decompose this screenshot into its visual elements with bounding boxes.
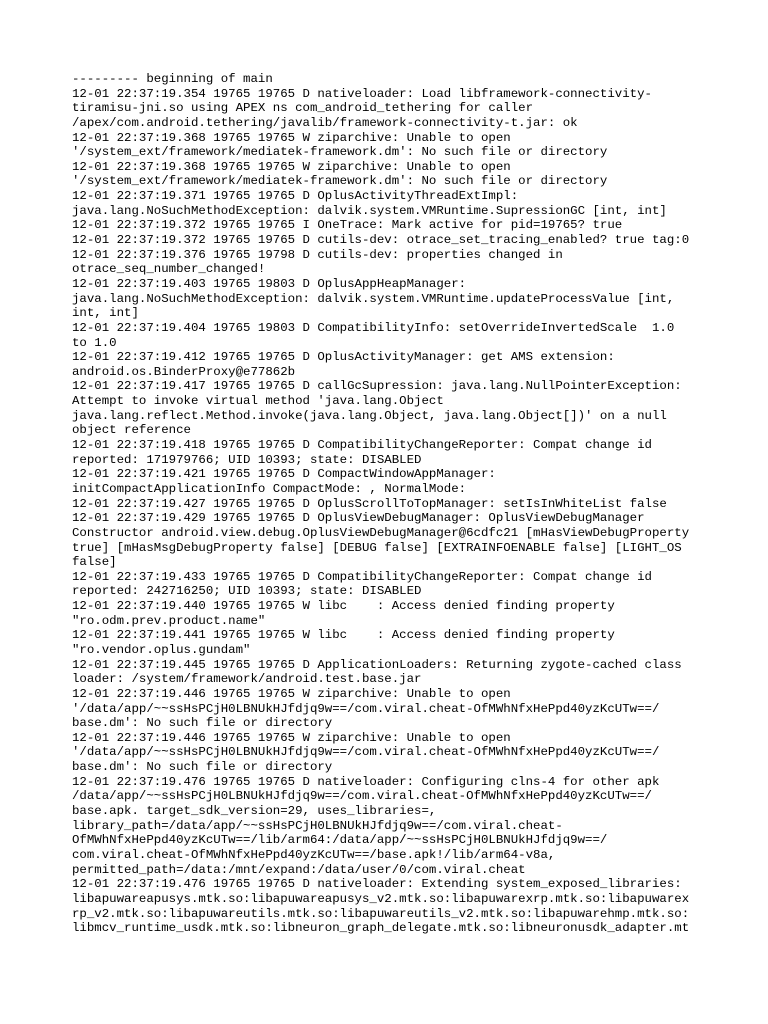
log-line: '/data/app/~~ssHsPCjH0LBNUkHJfdjq9w==/com.viral.cheat-OfMWhNfxHePpd40yzKcUTw==/ xyxy=(72,745,660,760)
log-line: "ro.odm.prev.product.name" xyxy=(72,613,266,628)
log-line: library_path=/data/app/~~ssHsPCjH0LBNUkHJfdjq9w==/com.viral.cheat- xyxy=(72,818,563,833)
log-line: 12-01 22:37:19.427 19765 19765 D OplusScrollToTopManager: setIsInWhiteList false xyxy=(72,496,667,511)
log-line: 12-01 22:37:19.446 19765 19765 W ziparchive: Unable to open xyxy=(72,730,511,745)
log-line: 12-01 22:37:19.421 19765 19765 D CompactWindowAppManager: xyxy=(72,467,496,482)
log-line: --------- beginning of main xyxy=(72,72,273,86)
log-line: OfMWhNfxHePpd40yzKcUTw==/lib/arm64:/data/app/~~ssHsPCjH0LBNUkHJfdjq9w==/ xyxy=(72,833,608,848)
log-line: int, int] xyxy=(72,306,139,321)
log-line: 12-01 22:37:19.403 19765 19803 D OplusAppHeapManager: xyxy=(72,276,467,291)
log-line: true] [mHasMsgDebugProperty false] [DEBUG false] [EXTRAINFOENABLE false] [LIGHT_OS xyxy=(72,540,682,555)
log-line: initCompactApplicationInfo CompactMode: , NormalMode: xyxy=(72,481,467,496)
log-line: '/data/app/~~ssHsPCjH0LBNUkHJfdjq9w==/com.viral.cheat-OfMWhNfxHePpd40yzKcUTw==/ xyxy=(72,701,660,716)
log-line: reported: 171979766; UID 10393; state: DISABLED xyxy=(72,452,422,467)
log-line: rp_v2.mtk.so:libapuwareutils.mtk.so:libapuwareutils_v2.mtk.so:libapuwarehmp.mtk.so: xyxy=(72,906,690,921)
log-line: '/system_ext/framework/mediatek-framework.dm': No such file or directory xyxy=(72,145,608,160)
log-line: "ro.vendor.oplus.gundam" xyxy=(72,642,251,657)
log-line: 12-01 22:37:19.354 19765 19765 D nativeloader: Load libframework-connectivity- xyxy=(72,86,652,101)
log-line: reported: 242716250; UID 10393; state: DISABLED xyxy=(72,584,422,599)
log-line: object reference xyxy=(72,423,191,438)
log-line: libmcv_runtime_usdk.mtk.so:libneuron_graph_delegate.mtk.so:libneuronusdk_adapter.mt xyxy=(72,921,690,936)
log-line: 12-01 22:37:19.372 19765 19765 D cutils-dev: otrace_set_tracing_enabled? true tag:0 xyxy=(72,233,690,248)
log-line: 12-01 22:37:19.445 19765 19765 D ApplicationLoaders: Returning zygote-cached class xyxy=(72,657,682,672)
log-line: false] xyxy=(72,555,117,570)
log-line: 12-01 22:37:19.368 19765 19765 W ziparchive: Unable to open xyxy=(72,130,511,145)
log-line: 12-01 22:37:19.441 19765 19765 W libc : Access denied finding property xyxy=(72,628,615,643)
log-line: java.lang.reflect.Method.invoke(java.lang.Object, java.lang.Object[])' on a null xyxy=(72,408,667,423)
log-line: to 1.0 xyxy=(72,335,117,350)
log-line: 12-01 22:37:19.404 19765 19803 D CompatibilityInfo: setOverrideInvertedScale 1.0 xyxy=(72,320,675,335)
log-line: base.apk. target_sdk_version=29, uses_libraries=, xyxy=(72,804,437,819)
log-line: 12-01 22:37:19.417 19765 19765 D callGcSupression: java.lang.NullPointerException: xyxy=(72,379,682,394)
log-line: com.viral.cheat-OfMWhNfxHePpd40yzKcUTw==/base.apk!/lib/arm64-v8a, xyxy=(72,847,556,862)
log-line: libapuwareapusys.mtk.so:libapuwareapusys_v2.mtk.so:libapuwarexrp.mtk.so:libapuwarex xyxy=(72,891,690,906)
log-line: Attempt to invoke virtual method 'java.lang.Object xyxy=(72,394,444,409)
log-line: base.dm': No such file or directory xyxy=(72,716,333,731)
log-line: 12-01 22:37:19.476 19765 19765 D nativeloader: Extending system_exposed_libraries: xyxy=(72,877,682,892)
log-line: 12-01 22:37:19.372 19765 19765 I OneTrace: Mark active for pid=19765? true xyxy=(72,218,623,233)
log-line: 12-01 22:37:19.446 19765 19765 W ziparchive: Unable to open xyxy=(72,686,511,701)
log-document xyxy=(72,72,712,936)
log-line: 12-01 22:37:19.429 19765 19765 D OplusViewDebugManager: OplusViewDebugManager xyxy=(72,511,645,526)
log-line: 12-01 22:37:19.412 19765 19765 D OplusActivityManager: get AMS extension: xyxy=(72,350,615,365)
log-line: android.os.BinderProxy@e77862b xyxy=(72,364,296,379)
log-line: 12-01 22:37:19.371 19765 19765 D OplusActivityThreadExtImpl: xyxy=(72,189,519,204)
log-line: loader: /system/framework/android.test.base.jar xyxy=(72,672,422,687)
log-line: /apex/com.android.tethering/javalib/framework-connectivity-t.jar: ok xyxy=(72,115,578,130)
log-line: otrace_seq_number_changed! xyxy=(72,262,266,277)
log-line: java.lang.NoSuchMethodException: dalvik.system.VMRuntime.SupressionGC [int, int] xyxy=(72,203,667,218)
log-line: 12-01 22:37:19.418 19765 19765 D CompatibilityChangeReporter: Compat change id xyxy=(72,438,652,453)
log-line: permitted_path=/data:/mnt/expand:/data/user/0/com.viral.cheat xyxy=(72,862,526,877)
log-line: 12-01 22:37:19.368 19765 19765 W ziparchive: Unable to open xyxy=(72,159,511,174)
log-line: 12-01 22:37:19.476 19765 19765 D nativeloader: Configuring clns-4 for other apk xyxy=(72,774,660,789)
log-line: base.dm': No such file or directory xyxy=(72,760,333,775)
log-line: tiramisu-jni.so using APEX ns com_android_tethering for caller xyxy=(72,101,534,116)
log-line: java.lang.NoSuchMethodException: dalvik.system.VMRuntime.updateProcessValue [int, xyxy=(72,291,675,306)
log-line: /data/app/~~ssHsPCjH0LBNUkHJfdjq9w==/com.viral.cheat-OfMWhNfxHePpd40yzKcUTw==/ xyxy=(72,789,652,804)
log-line: 12-01 22:37:19.376 19765 19798 D cutils-dev: properties changed in xyxy=(72,247,563,262)
log-line: Constructor android.view.debug.OplusViewDebugManager@6cdfc21 [mHasViewDebugProperty xyxy=(72,525,690,540)
log-line: '/system_ext/framework/mediatek-framework.dm': No such file or directory xyxy=(72,174,608,189)
log-line: 12-01 22:37:19.433 19765 19765 D CompatibilityChangeReporter: Compat change id xyxy=(72,569,652,584)
log-line: 12-01 22:37:19.440 19765 19765 W libc : Access denied finding property xyxy=(72,599,615,614)
